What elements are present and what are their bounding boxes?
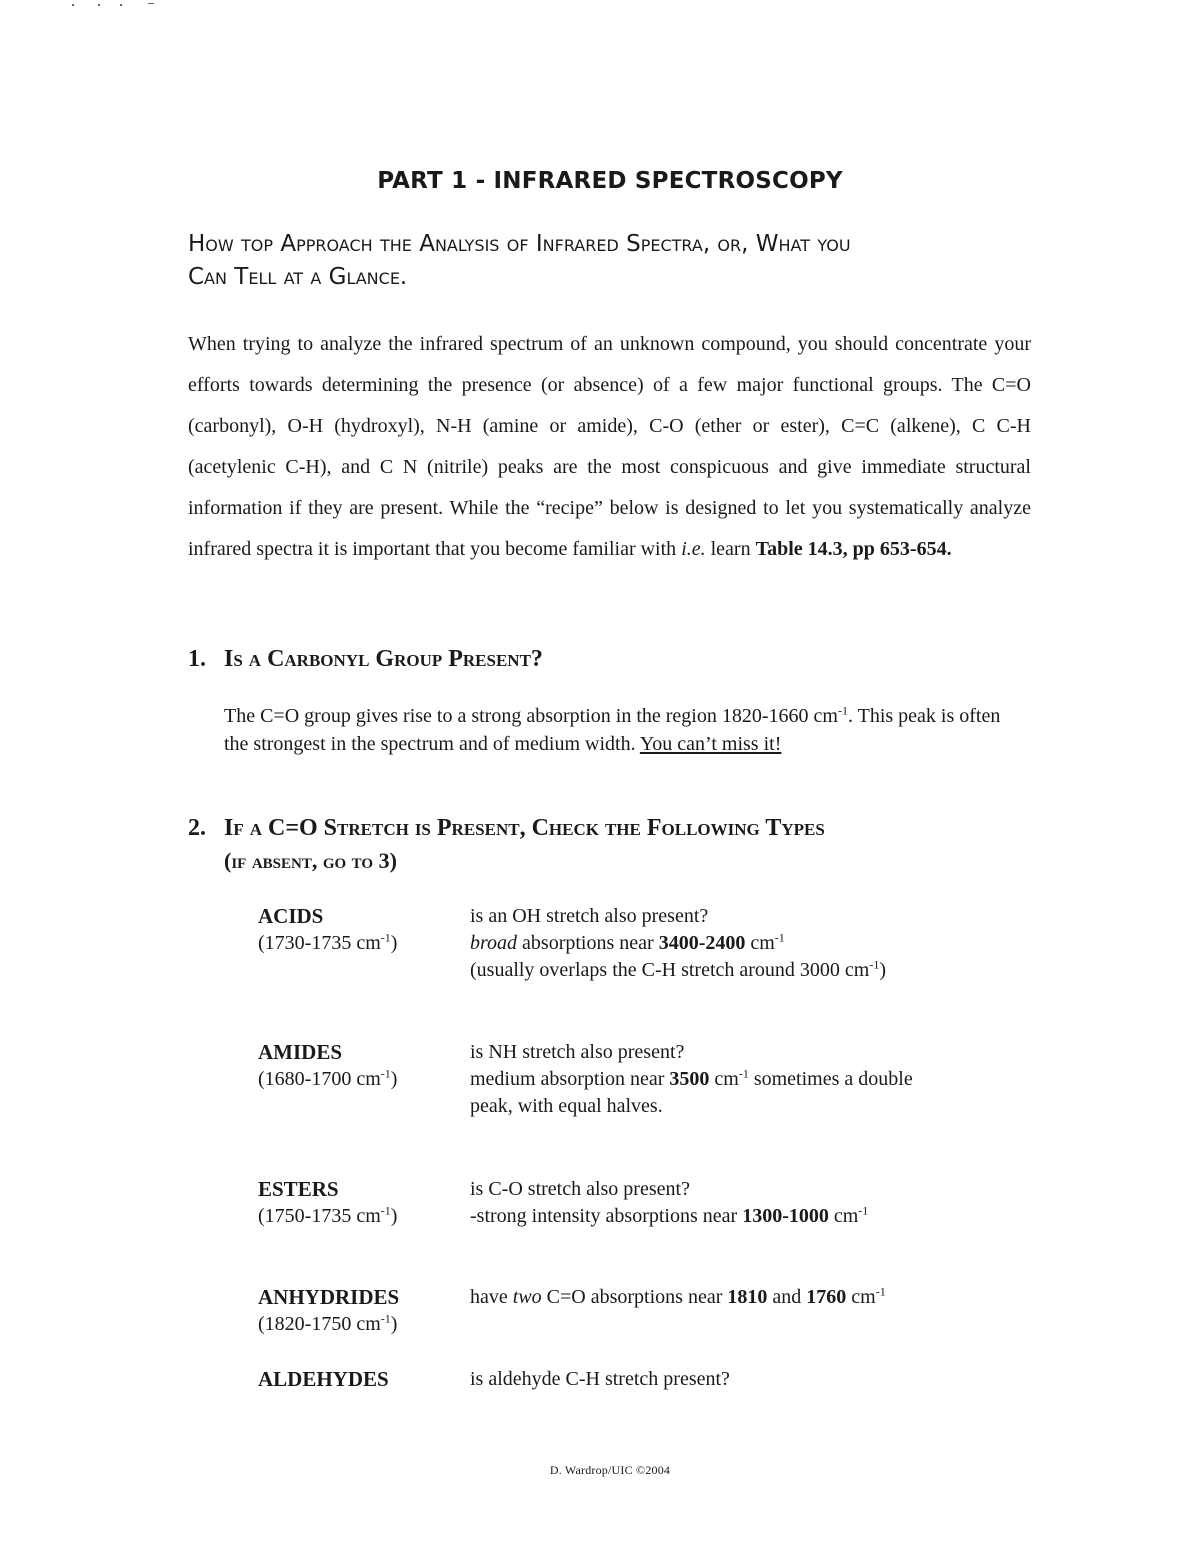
- range-end: ): [390, 1068, 398, 1090]
- intro-ie: i.e.: [681, 538, 706, 560]
- range-text: (1820-1750 cm: [258, 1313, 381, 1335]
- section-1-title: Is a Carbonyl Group Present?: [224, 646, 543, 672]
- range-text: (1680-1700 cm: [258, 1068, 381, 1090]
- type-name: ESTERS: [258, 1177, 339, 1201]
- desc-bold: 1300-1000: [742, 1205, 829, 1227]
- subtitle-line-2: Can Tell at a Glance.: [188, 264, 408, 290]
- type-aldehydes-label: [258, 1366, 458, 1393]
- type-anhydrides-description: [470, 1284, 1030, 1311]
- scan-speck: [98, 4, 100, 6]
- desc-text: cm: [828, 1205, 859, 1227]
- type-amides-label: [258, 1039, 458, 1093]
- section-1-number: 1.: [188, 646, 206, 672]
- type-esters-label: [258, 1176, 458, 1230]
- desc-line: [470, 1284, 1030, 1311]
- section-1-emphasis: You can’t miss it!: [639, 733, 782, 755]
- type-aldehydes-description: [470, 1366, 1030, 1393]
- scan-speck: [72, 4, 74, 6]
- type-acids-label: [258, 903, 458, 957]
- page-footer: D. Wardrop/UIC ©2004: [549, 1463, 671, 1477]
- desc-text: cm: [709, 1068, 739, 1090]
- type-name: ANHYDRIDES: [258, 1285, 400, 1309]
- superscript: -1: [774, 930, 785, 945]
- range-text: (1750-1735 cm: [258, 1205, 381, 1227]
- range-end: ): [390, 1205, 398, 1227]
- desc-text: medium absorption near: [470, 1068, 670, 1090]
- desc-bold: 3400-2400: [658, 932, 746, 954]
- desc-line: [470, 1203, 1030, 1230]
- desc-text: -strong intensity absorptions near: [470, 1205, 743, 1227]
- range-text: (1730-1735 cm: [258, 932, 381, 954]
- superscript: -1: [858, 1203, 869, 1218]
- desc-line: is NH stretch also present?: [470, 1041, 685, 1063]
- desc-text: C=O absorptions near: [541, 1286, 728, 1308]
- desc-line: is aldehyde C-H stretch present?: [470, 1368, 730, 1390]
- type-range: [258, 930, 458, 957]
- desc-text: (usually overlaps the C-H stretch around 3000 cm: [470, 959, 870, 981]
- section-2-number: 2.: [188, 815, 206, 841]
- range-end: ): [390, 1313, 398, 1335]
- desc-line: [470, 1066, 1030, 1093]
- desc-bold: 3500: [669, 1068, 710, 1090]
- desc-line: [470, 957, 1030, 984]
- type-range: [258, 1066, 458, 1093]
- desc-line: is an OH stretch also present?: [470, 905, 709, 927]
- desc-text: and: [767, 1286, 807, 1308]
- scan-speck: [148, 3, 154, 4]
- intro-learn: learn: [705, 538, 756, 560]
- superscript: -1: [380, 1066, 391, 1081]
- type-name: AMIDES: [258, 1040, 343, 1064]
- intro-paragraph: [188, 324, 1031, 570]
- superscript: -1: [380, 1311, 391, 1326]
- superscript: -1: [738, 1066, 749, 1081]
- desc-text: cm: [745, 932, 775, 954]
- desc-italic: two: [512, 1286, 542, 1308]
- section-2-title: If a C=O Stretch is Present, Check the Following Types: [224, 815, 825, 841]
- desc-line: [470, 930, 1030, 957]
- desc-text: ): [879, 959, 887, 981]
- desc-text: cm: [846, 1286, 876, 1308]
- desc-line: peak, with equal halves.: [470, 1095, 663, 1117]
- type-name: ALDEHYDES: [258, 1367, 389, 1391]
- desc-italic: broad: [470, 932, 518, 954]
- desc-text: have: [470, 1286, 513, 1308]
- range-end: ): [390, 932, 398, 954]
- type-acids-description: [470, 903, 1030, 984]
- superscript: -1: [380, 930, 391, 945]
- desc-bold: 1760: [806, 1286, 847, 1308]
- type-range: [258, 1203, 458, 1230]
- desc-text: absorptions near: [517, 932, 659, 954]
- type-name: ACIDS: [258, 904, 324, 928]
- type-anhydrides-label: [258, 1284, 458, 1338]
- type-amides-description: [470, 1039, 1030, 1120]
- superscript: -1: [380, 1203, 391, 1218]
- desc-line: is C-O stretch also present?: [470, 1178, 690, 1200]
- page-subtitle: [188, 228, 1048, 294]
- type-esters-description: [470, 1176, 1030, 1230]
- desc-text: sometimes a double: [748, 1068, 913, 1090]
- section-1-body-text: The C=O group gives rise to a strong absorption in the region 1820-1660 cm: [224, 705, 838, 727]
- section-1-body-text-b: . This peak is often the strongest in the spectrum and of medium width.: [224, 705, 1001, 755]
- scan-speck: [120, 4, 122, 6]
- section-1-heading: [188, 642, 543, 676]
- superscript: -1: [875, 1284, 886, 1299]
- section-2-heading: [188, 811, 825, 845]
- page-title: PART 1 - INFRARED SPECTROSCOPY: [377, 168, 843, 194]
- subtitle-line-1: How top Approach the Analysis of Infrared Spectra, or, What you: [188, 231, 851, 257]
- intro-table-ref: Table 14.3, pp 653-654.: [755, 538, 952, 560]
- superscript: -1: [869, 957, 880, 972]
- intro-text: When trying to analyze the infrared spectrum of an unknown compound, you should concentrate your efforts towards determining the presence (or absence) of a few major functional groups. The C=O (carbonyl), O-H (hydroxyl), N-H (amine or amide), C-O (ether or ester), C=C (alkene), C C-H (acetylenic C-H), and C N (nitrile) peaks are the most conspicuous and give immediate structural information if they are present. While the “recipe” below is designed to let you systematically analyze infrared spectra it is important that you become familiar with: [188, 333, 1031, 560]
- desc-bold: 1810: [727, 1286, 768, 1308]
- section-2-subheading: (if absent, go to 3): [224, 848, 397, 873]
- type-range: [258, 1311, 458, 1338]
- section-1-body: [224, 702, 1024, 758]
- superscript: -1: [837, 703, 848, 718]
